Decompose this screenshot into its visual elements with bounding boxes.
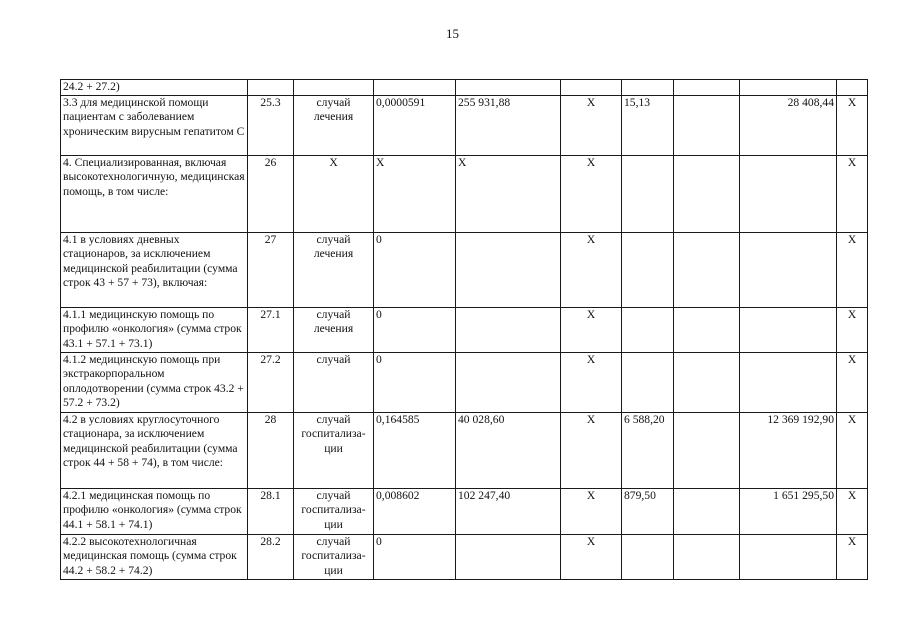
value-cell [456, 307, 561, 352]
value-cell: 0 [374, 307, 456, 352]
value-cell [674, 232, 740, 307]
unit-cell: случай лечения [294, 95, 374, 155]
row-name-cell: 4.1.2 медицинскую помощь при экстракорпоральном оплодотворении (сумма строк 43.2 + 57.2 + 73.2) [61, 352, 248, 412]
row-name-cell: 4.2 в условиях круглосуточного стационара, за исключением медицинской реабилитации (сумма строк 44 + 58 + 74), в том числе: [61, 412, 248, 488]
table-row [61, 534, 868, 579]
row-name-cell: 24.2 + 27.2) [61, 80, 248, 96]
value-cell: 255 931,88 [456, 95, 561, 155]
table-row [61, 80, 868, 96]
value-cell [674, 80, 740, 96]
value-cell [374, 80, 456, 96]
value-cell [740, 155, 837, 232]
value-cell: 879,50 [622, 488, 674, 534]
row-name-cell: 4.1 в условиях дневных стационаров, за исключением медицинской реабилитации (сумма строк 43 + 57 + 73), включая: [61, 232, 248, 307]
unit-cell: случай госпитализа-ции [294, 534, 374, 579]
value-cell: Х [837, 488, 868, 534]
value-cell: 1 651 295,50 [740, 488, 837, 534]
row-name-cell: 4.2.1 медицинская помощь по профилю «онкология» (сумма строк 44.1 + 58.1 + 74.1) [61, 488, 248, 534]
value-cell [456, 534, 561, 579]
value-cell [740, 352, 837, 412]
unit-cell [294, 80, 374, 96]
value-cell [622, 307, 674, 352]
row-name-cell: 3.3 для медицинской помощи пациентам с заболеванием хроническим вирусным гепатитом С [61, 95, 248, 155]
value-cell [740, 534, 837, 579]
value-cell [740, 232, 837, 307]
value-cell: Х [837, 307, 868, 352]
value-cell [674, 412, 740, 488]
line-number-cell [248, 80, 294, 96]
line-number-cell: 28.2 [248, 534, 294, 579]
unit-cell: случай лечения [294, 307, 374, 352]
row-name-cell: 4. Специализированная, включая высокотехнологичную, медицинская помощь, в том числе: [61, 155, 248, 232]
line-number-cell: 25.3 [248, 95, 294, 155]
value-cell [622, 80, 674, 96]
unit-cell: случай госпитализа-ции [294, 412, 374, 488]
value-cell [622, 232, 674, 307]
value-cell [456, 352, 561, 412]
line-number-cell: 26 [248, 155, 294, 232]
value-cell [674, 307, 740, 352]
value-cell [740, 80, 837, 96]
value-cell: 0 [374, 352, 456, 412]
value-cell: Х [561, 412, 622, 488]
value-cell [622, 534, 674, 579]
line-number-cell: 27.1 [248, 307, 294, 352]
line-number-cell: 27.2 [248, 352, 294, 412]
value-cell: Х [837, 534, 868, 579]
row-name-cell: 4.2.2 высокотехнологичная медицинская помощь (сумма строк 44.2 + 58.2 + 74.2) [61, 534, 248, 579]
value-cell [456, 80, 561, 96]
table-row [61, 155, 868, 232]
value-cell: Х [837, 352, 868, 412]
unit-cell: случай [294, 352, 374, 412]
value-cell: 0 [374, 534, 456, 579]
data-table [60, 79, 868, 580]
unit-cell: Х [294, 155, 374, 232]
value-cell: Х [837, 232, 868, 307]
table-row [61, 95, 868, 155]
value-cell [622, 352, 674, 412]
line-number-cell: 28 [248, 412, 294, 488]
value-cell: 102 247,40 [456, 488, 561, 534]
value-cell: Х [837, 155, 868, 232]
value-cell: 12 369 192,90 [740, 412, 837, 488]
value-cell [674, 352, 740, 412]
value-cell: 40 028,60 [456, 412, 561, 488]
value-cell: Х [561, 155, 622, 232]
page-number: 15 [446, 26, 459, 41]
value-cell: 0,008602 [374, 488, 456, 534]
table-row [61, 488, 868, 534]
value-cell [837, 80, 868, 96]
value-cell: Х [837, 95, 868, 155]
value-cell: Х [837, 412, 868, 488]
value-cell: Х [374, 155, 456, 232]
value-cell [622, 155, 674, 232]
value-cell [561, 80, 622, 96]
value-cell [674, 155, 740, 232]
value-cell [674, 534, 740, 579]
value-cell [740, 307, 837, 352]
value-cell [674, 488, 740, 534]
line-number-cell: 27 [248, 232, 294, 307]
value-cell: 6 588,20 [622, 412, 674, 488]
table-row [61, 232, 868, 307]
value-cell: Х [561, 534, 622, 579]
table-row [61, 307, 868, 352]
value-cell [674, 95, 740, 155]
value-cell: Х [561, 232, 622, 307]
value-cell: 0,164585 [374, 412, 456, 488]
table-row [61, 352, 868, 412]
value-cell: 0 [374, 232, 456, 307]
value-cell: Х [456, 155, 561, 232]
line-number-cell: 28.1 [248, 488, 294, 534]
value-cell: Х [561, 95, 622, 155]
value-cell: Х [561, 488, 622, 534]
unit-cell: случай лечения [294, 232, 374, 307]
row-name-cell: 4.1.1 медицинскую помощь по профилю «онкология» (сумма строк 43.1 + 57.1 + 73.1) [61, 307, 248, 352]
value-cell: 0,0000591 [374, 95, 456, 155]
value-cell: Х [561, 307, 622, 352]
value-cell: Х [561, 352, 622, 412]
value-cell: 28 408,44 [740, 95, 837, 155]
value-cell: 15,13 [622, 95, 674, 155]
unit-cell: случай госпитализа-ции [294, 488, 374, 534]
value-cell [456, 232, 561, 307]
table-row [61, 412, 868, 488]
